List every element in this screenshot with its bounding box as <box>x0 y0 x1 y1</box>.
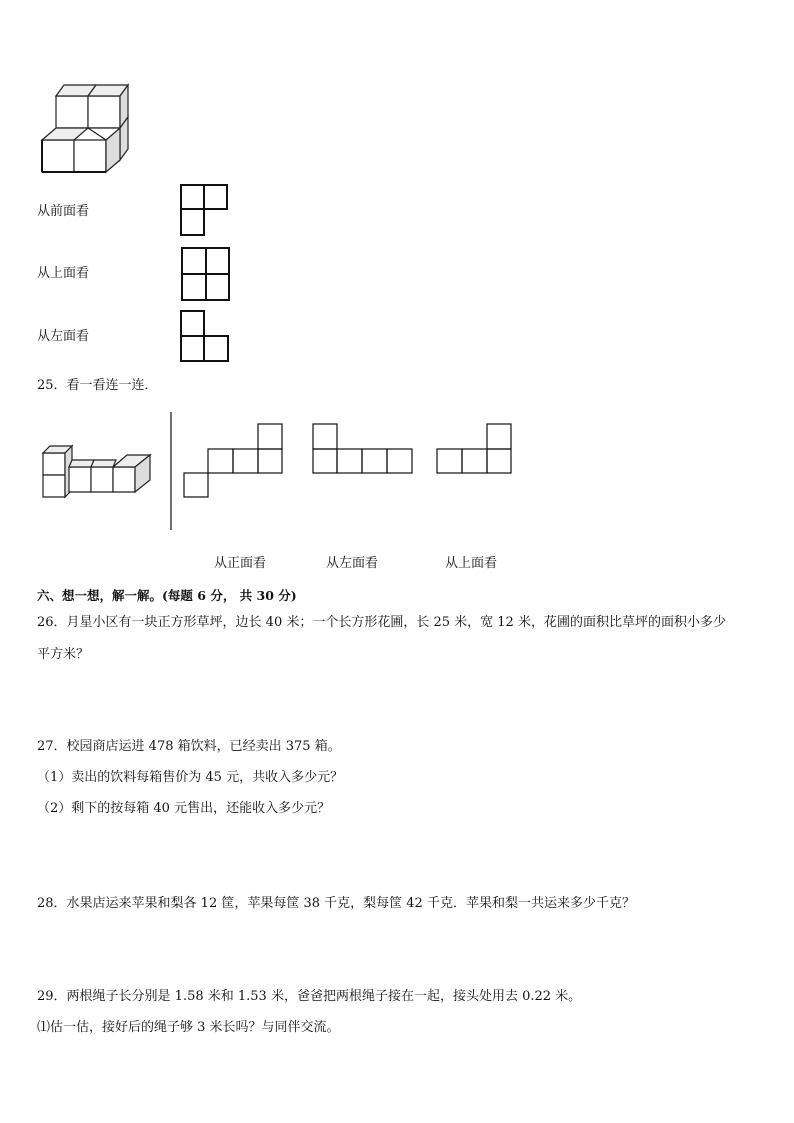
q25-view-label-1: 从正面看 <box>214 556 267 571</box>
q24-view-label-front: 从前面看 <box>37 204 90 219</box>
q25-3d-shape <box>43 446 150 497</box>
q26-line-2: 平方米？ <box>37 647 90 662</box>
q25-view-grid-1 <box>184 424 282 497</box>
q25-view-grid-2 <box>313 424 412 473</box>
q29-line-1: 29．两根绳子长分别是 1.58 米和 1.53 米，爸爸把两根绳子接在一起，接头处用去 0.22 米。 <box>37 989 582 1004</box>
q25-view-grid-3 <box>437 424 511 473</box>
q27-sub-1: （1）卖出的饮料每箱售价为 45 元，共收入多少元？ <box>37 770 344 785</box>
q25-view-label-2: 从左面看 <box>326 556 379 571</box>
q29-sub-1: ⑴估一估，接好后的绳子够 3 米长吗？与同伴交流。 <box>37 1020 340 1035</box>
q24-view-label-left: 从左面看 <box>37 329 90 344</box>
q28-line-1: 28．水果店运来苹果和梨各 12 筐，苹果每筐 38 千克，梨每筐 42 千克．苹果和梨一共运来多少千克？ <box>37 896 635 911</box>
q24-view-label-top: 从上面看 <box>37 266 90 281</box>
q27-sub-2: （2）剩下的按每箱 40 元售出，还能收入多少元？ <box>37 801 331 816</box>
q25-view-label-3: 从上面看 <box>445 556 498 571</box>
q27-line-1: 27．校园商店运进 478 箱饮料，已经卖出 375 箱。 <box>37 739 341 754</box>
q26-line-1: 26．月星小区有一块正方形草坪，边长 40 米；一个长方形花圃，长 25 米，宽 12 米，花圃的面积比草坪的面积小多少 <box>37 615 726 630</box>
section-6-heading: 六、想一想，解一解。(每题 6 分， 共 30 分) <box>37 588 297 603</box>
q25-prompt: 25．看一看连一连． <box>37 378 158 393</box>
